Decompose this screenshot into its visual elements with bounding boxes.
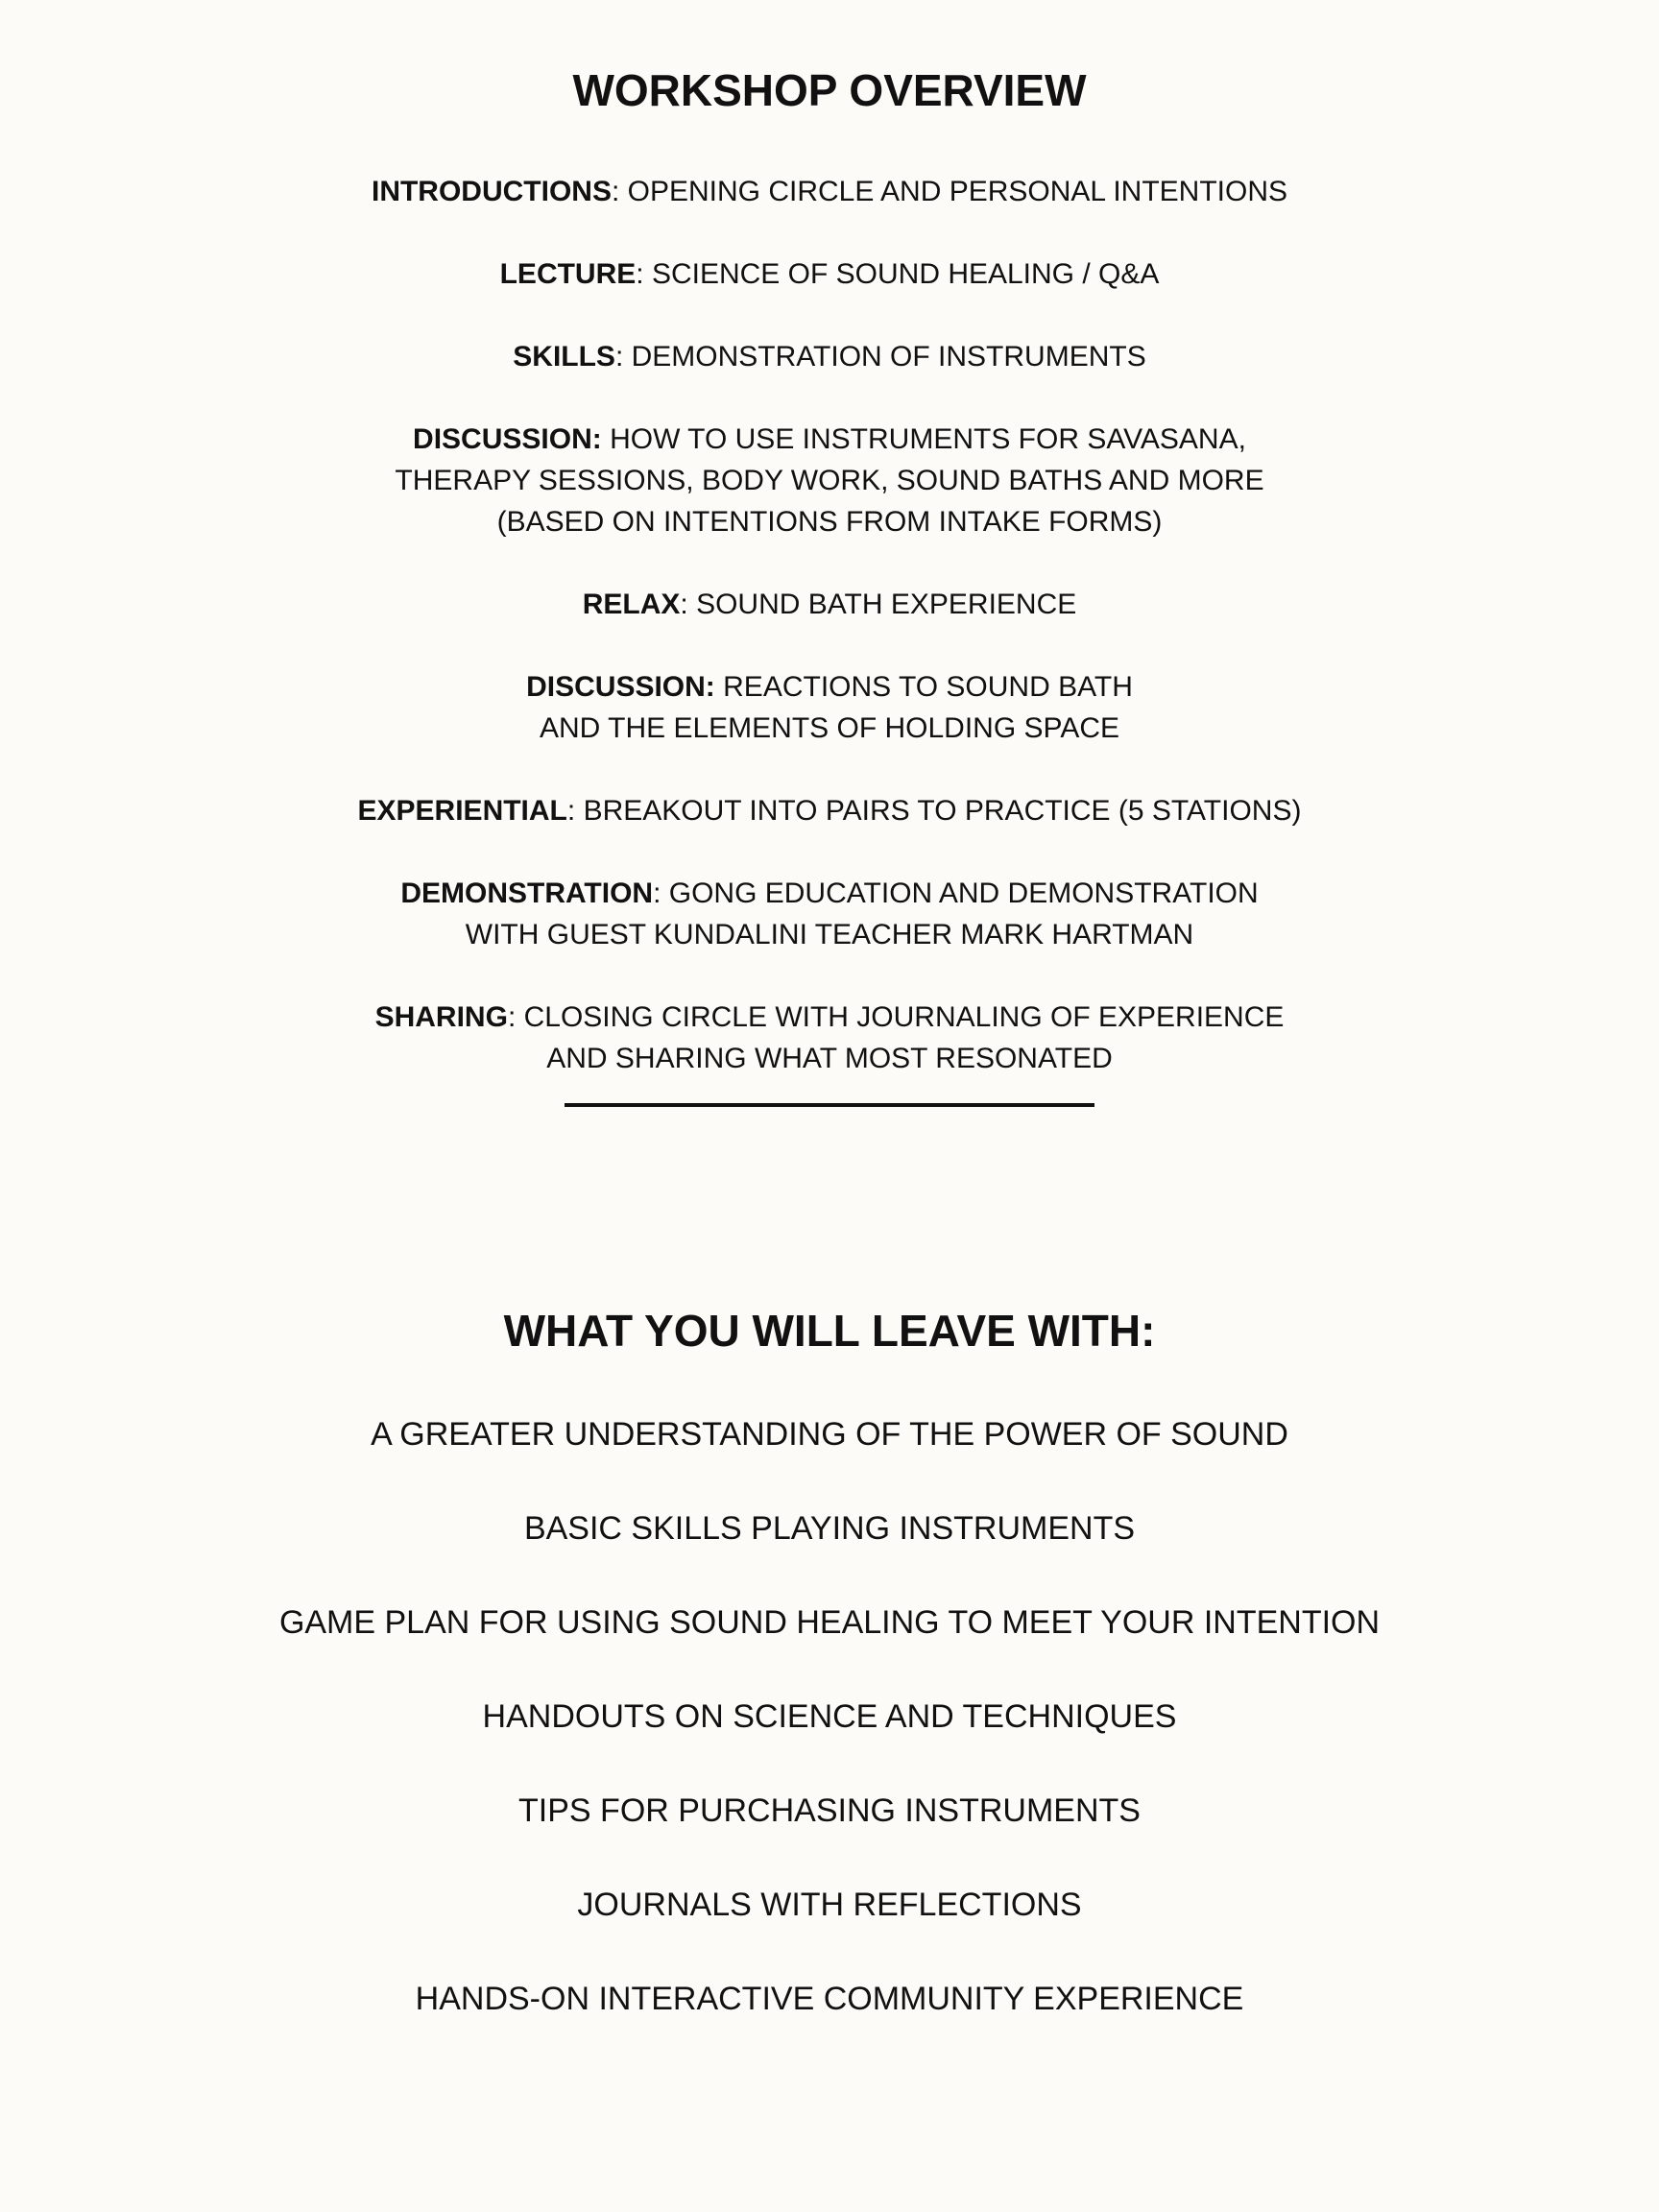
workshop-overview-title: WORKSHOP OVERVIEW (572, 65, 1087, 115)
takeaway-item: TIPS FOR PURCHASING INSTRUMENTS (518, 1792, 1141, 1829)
agenda-separator: : (611, 176, 628, 207)
section-divider (565, 1103, 1094, 1107)
agenda-label: EXPERIENTIAL (357, 795, 567, 827)
agenda-text: BREAKOUT INTO PAIRS TO PRACTICE (5 STATIONS) (583, 795, 1302, 827)
takeaway-item: GAME PLAN FOR USING SOUND HEALING TO MEET YOUR INTENTION (278, 1604, 1381, 1641)
agenda-separator (715, 671, 723, 703)
agenda-label: SHARING (374, 1001, 508, 1033)
leave-with-title: WHAT YOU WILL LEAVE WITH: (503, 1306, 1156, 1356)
agenda-text: CLOSING CIRCLE WITH JOURNALING OF EXPERIENCE (523, 1001, 1285, 1033)
takeaway-item: A GREATER UNDERSTANDING OF THE POWER OF SOUND (371, 1416, 1288, 1453)
takeaway-item: BASIC SKILLS PLAYING INSTRUMENTS (523, 1510, 1136, 1547)
agenda-separator: : (614, 341, 632, 373)
agenda-text: REACTIONS TO SOUND BATH (723, 671, 1133, 703)
agenda-label: LECTURE (499, 258, 637, 290)
agenda-separator: : (680, 589, 697, 620)
agenda-item-introductions (0, 171, 1659, 212)
agenda-text-line: AND THE ELEMENTS OF HOLDING SPACE (540, 712, 1119, 744)
agenda-item-sharing (0, 997, 1659, 1079)
agenda-label: DISCUSSION: (526, 671, 715, 703)
agenda-item-experiential (0, 790, 1659, 831)
takeaway-item: HANDOUTS ON SCIENCE AND TECHNIQUES (482, 1698, 1177, 1735)
agenda-label: INTRODUCTIONS (371, 176, 612, 207)
takeaway-item: HANDS-ON INTERACTIVE COMMUNITY EXPERIENCE (415, 1981, 1244, 2017)
agenda-text-line: AND SHARING WHAT MOST RESONATED (546, 1043, 1113, 1074)
agenda-item-demonstration (0, 873, 1659, 955)
agenda-text-line: (BASED ON INTENTIONS FROM INTAKE FORMS) (496, 506, 1163, 538)
agenda-text: SOUND BATH EXPERIENCE (696, 589, 1077, 620)
agenda-item-discussion-instruments (0, 419, 1659, 542)
agenda-separator: : (636, 258, 652, 290)
agenda-text: OPENING CIRCLE AND PERSONAL INTENTIONS (627, 176, 1288, 207)
agenda-separator: : (507, 1001, 524, 1033)
agenda-text: GONG EDUCATION AND DEMONSTRATION (668, 878, 1259, 909)
agenda-text-line: WITH GUEST KUNDALINI TEACHER MARK HARTMAN (465, 919, 1194, 950)
agenda-item-lecture (0, 253, 1659, 295)
agenda-text: HOW TO USE INSTRUMENTS FOR SAVASANA, (610, 423, 1246, 455)
agenda-item-discussion-reactions (0, 666, 1659, 749)
agenda-text: SCIENCE OF SOUND HEALING / Q&A (651, 258, 1160, 290)
agenda-label: SKILLS (513, 341, 615, 373)
agenda-separator (602, 423, 610, 455)
agenda-item-relax (0, 584, 1659, 625)
agenda-label: RELAX (582, 589, 681, 620)
agenda-label: DISCUSSION: (413, 423, 602, 455)
agenda-separator: : (566, 795, 584, 827)
agenda-text-line: THERAPY SESSIONS, BODY WORK, SOUND BATHS AND MORE (395, 465, 1264, 496)
agenda-item-skills (0, 336, 1659, 377)
takeaway-item: JOURNALS WITH REFLECTIONS (577, 1887, 1082, 1923)
agenda-separator: : (653, 878, 669, 909)
agenda-text: DEMONSTRATION OF INSTRUMENTS (631, 341, 1146, 373)
agenda-label: DEMONSTRATION (400, 878, 654, 909)
